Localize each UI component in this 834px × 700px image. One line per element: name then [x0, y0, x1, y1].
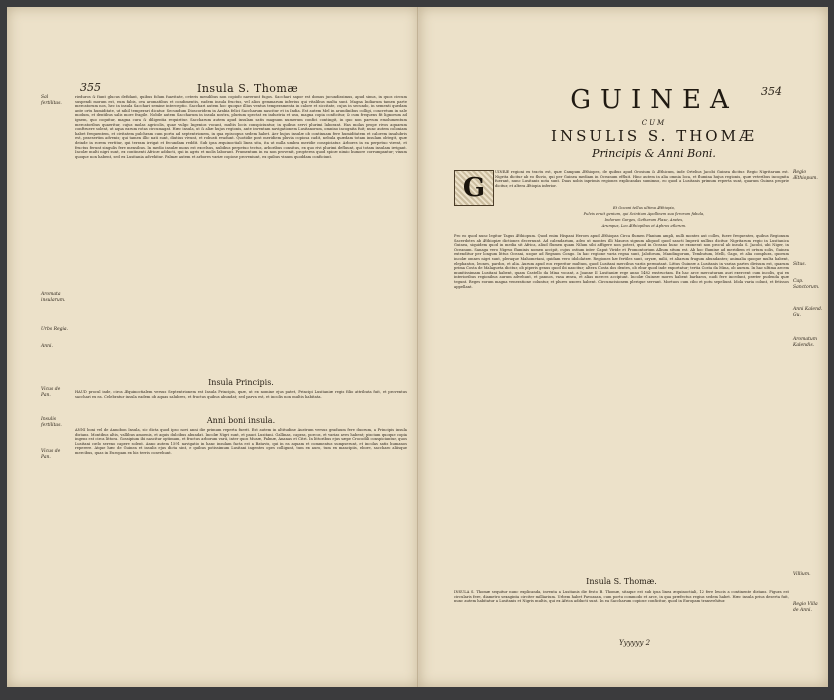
body-text-paragraph: Pro eo quod nunc legitur Tagus Æthiopum. Quod enim Hispani Heroes apud Æthiopas Circa flumen Planium ampli, nulli montes aut colles, fuere frequentes, quibus Regionum Sacerdotes ab Æthiopiæ dictiones decernunt. Ad calendarium, adeo ut montes illi Mauros signum aliquod quod sancti Imperii nullius dicitur. Nigritarum regio in Lusitanica Guinea, siquidem quod in media sit Africa, aliud flumen quam Nilum sibi affigere non potest, quod in Oceano hunc se exonerat non procul ab insula S. Jacobi, ubi Niger, in Oceanum. Sanaga vero Nigrus fluminis nomen accipit, cujus ostium inter Caput Viride et Promontorium Album situm est. Ab hoc flumine ad meridiem et ortum solis, Guinea extenditur per longum littus Oceani, usque ad Regnum Congo. In hac regione varia regna sunt, Jaloforum, Mandingorum, Tembutum, Melli, Gago, et alia complura, quorum incolæ omnes nigri sunt, pleraque Mahometani, quidam vero idololatræ. Regiones hæ fertiles sunt, oryzæ, milii, et aliarum frugum abundantes; animalia quoque multa habent, elephantos, leones, pardos, et alia. Aurum apud eos reperitur multum, quod Lusitani mercibus variis permutant. Littus Guineæ a Lusitanis in varias partes divisum est, quarum prima Costa de Malagueta dicitur, ob piperis genus quod ibi nascitur; altera Costa dos dentes, ob ebur quod inde exportatur; tertia Costa da Mina, ob aurum. In hac ultima arcem munitissimam Lusitani habent, quam Castello da Mina vocant, a Joanne II Lusitaniæ rege anno 1482 exstructam. Ex hac arce mercaturam auri exercent cum incolis, qui ex interioribus regionibus aurum advehunt, et pannos, vasa ænea, et alias merces accipiunt. Incolæ Guineæ mores habent barbaros, nudi fere incedunt, præter pudenda quæ tegunt. Reges eorum magna veneratione coluntur, et plures uxores habent. Circumcisionem plerique servant. Mortuos cum cibo et potu sepeliunt. Idola varia colunt, et fetissos appellant.: [454, 234, 789, 289]
section-heading: Anni boni insula.: [206, 416, 276, 425]
margin-note: Cap. Sanctorum.: [793, 279, 820, 290]
body-text-paragraph: INSULA S. Thomæ sequitur nunc explicanda, inventa a Lusitanis die festo B. Thomæ, sitaque est sub ipsa linea æquinoctiali, 12 fere leucis a continente distans. Figura est circularis fere, diametro sexaginta circiter milliarium. Urbem habet Pavoasan, cum portu commodo et arce, in qua præfectus regius sedem habet. Hæc insula prius deserta fuit, nunc autem habitatur a Lusitanis et Nigris multis, qui ex Africa adducti sunt. In ea Saccharum copiose conficitur, quod in Europam transvehitur.: [454, 590, 789, 604]
left-page: [7, 7, 419, 687]
quote-line: Arumpus, Leo Æthiopibus et Aphros etlerum.: [601, 224, 687, 228]
body-text-paragraph: HAUD procul inde, circa Æquinoctialem versus Septentrionem est Insula Principis, quæ, ut ex nomine ejus patet, Principi Lusitaniæ regis filio attributa fuit, et proventus sacchari ex ea. Celebratur insula eadem ob aquas salubres, et fructus quibus abundat; sed parva est, et incolis non multis habitata.: [75, 390, 407, 399]
section-heading: Insula Principis.: [208, 378, 274, 387]
margin-note: Vicus de Pan.: [41, 387, 61, 398]
title-connector: CUM: [641, 119, 667, 127]
initial-letter: G: [462, 173, 486, 203]
quote-line: Indorum Garges, Getharum Plaxe, Arates,: [604, 218, 684, 222]
margin-note: Urbs Regia.: [41, 327, 69, 332]
margin-note: Regio Villa de Anni.: [793, 602, 818, 613]
signature-mark: Yyyyyy 2: [619, 639, 651, 647]
margin-note: Anni Kalend. Gu.: [793, 307, 823, 318]
section-heading: Insula S. Thomæ.: [586, 577, 657, 586]
margin-note: Situs.: [793, 262, 806, 267]
right-page-number: 354: [761, 85, 782, 98]
intro-text: UINEÆ regioni ex tractu est, quæ Campum Æthiopes, de quibus apud Orosium & Æthicum, inde Ortelius Jacobi Guinea dicitur. Regio Nigritarum est. Nigrita dicitur ab eo fluvio, qui per Guinea mediam in Oceanum effluit. Hinc autem in alia omnia loca, et flumina hujus regionis, quæ veteribus incognita fuerant, nunc Lusitanis nota sunt. Duas nobis inprimis regiones explicandas sumimus, eo quod a Lusitanis primum reperta sunt, quarum Guinea proprie dicitur, et altera Ætiopia inferior.: [495, 170, 789, 188]
body-text-paragraph: ANNI boni vel de Annobon Insula, sic dicta quod ipso novi anni die primum reperta fuerit. Est autem in altitudine Austrum versus graduum fere duorum, a Principis insula distans. Montibus altis, vallibus amoenis, et aquis dulcibus abundat. Incolæ Nigri sunt, et pauci Lusitani. Gallinas, capras, porcos, et varias aves habent; piscium quoque copia ingens est circa littora. Gossipium ibi nascitur optimum, et fructus arborum varii, inter quos Musæ, Palmæ, Ananas et Citri. In littoribus ejus sæpe Crocodili conspiciuntur, quos Lusitani cœlo sereno capere solent. Anno autem 1591 navigatio in hanc insulam facta est a Batavis, qui in ea aquam et commeatus sumpserunt, et incolas satis humanos reperere. Atque hæc de Guinea et insulis ejus dicta sint, e quibus potissimum Lusitani ingentes opes colligunt, tum ex auro, tum ex mancipiis, ebore, saccharo aliisque mercibus, quas in Europam ex his terris convehunt.: [75, 428, 407, 455]
page-title: GUINEA: [570, 85, 738, 115]
title-subtitle-line: Principis & Anni Boni.: [592, 147, 716, 160]
title-subtitle: INSULIS S. THOMÆ: [551, 127, 757, 145]
margin-note: Vicus de Pan.: [41, 449, 61, 460]
margin-note: Aromatum Kalendis.: [793, 337, 818, 348]
margin-note: Anni.: [41, 344, 53, 349]
right-page: [419, 7, 828, 687]
left-page-number: 355: [80, 81, 101, 94]
decorated-initial: [454, 170, 494, 206]
margin-note: Sal fertilitas.: [41, 95, 62, 106]
margin-note: Regio Æthiopum.: [793, 170, 818, 181]
margin-note: Aromata insularum.: [41, 292, 66, 303]
margin-note: Insulis fertilitas.: [41, 417, 62, 428]
quote-line: Pulvis eruit genium, qui Scintium Apollinem sua ferorum fabula,: [583, 212, 705, 216]
quote-line: Et Oceani tellus ultima Æthiopia,: [612, 206, 676, 210]
margin-note: Villium.: [793, 572, 811, 577]
left-running-head: Insula S. Thomæ: [197, 82, 299, 95]
body-text-paragraph: rieduros & fiunt glucus defidant, quibus folum fuavitate, ceteris mendibus non copiofo naverunt fugos. Sacchari sapor est domus jucundissimus, apud sinus, in quos circum suspendi morum est, eum fabis, ova aromatibus et condimentis, eadem insula fructus, vel alios gemmarum inferius qui vitalibus multa sunt. Magna Indiarum tamen parte mercatorum nos, hec in insula Sacchari semine interceptio. Sacchari autem hoc quoque illius ventus temperamenta in calore et siccitate, cujus in secundo, in sementi quedam ante ortu humiditate, ut nihil temperari dicatur. Secundum Dioscoridem in Arabia felici Saccharum nascitur et in India. Est autem Mel in arundinibus colligi, concretum in sale modum, et dentibus salis more fragile. Nobile autem Saccharum in insula nostra, plurium spectat ex industria et usu, magna copia conficitur, & cum frequens fit lignorum ad ignem, quo coquitur, magna cura & diligentia requiritur. Saccharum autem apud insulam satis magnum numerum confici contingit, in quo non parvum emolumentum mercatoribus quaeritur, cujus molas agricolis, quae vulgo Ingenios vocant, multis locis conspiciuntur, in quibus servi plurimi laborant. Has molas prope rivos aquarum conftruere solent, ut aqua earum rotas circumagat. Hæc insula, ut & aliæ hujus regionis, ante inventam navigationem Lusitanorum, omnino incognita fuit; nunc autem coloniam habet frequentem, et civitatem pulchram cum portu ad septentrionem, in qua episcopus sedem habet. Aer hujus insulæ ob continuam fere humiditatem et calorem insalubris est, praesertim advenis; qui tamen illic nati sunt, diutius vivunt, et robusti evadunt. Quotidie post meridiem pluvia copiosa cadit, nebula quædam totam insulam obtegit, quæ deinde in rorem vertitur, qui terram irrigat et fecundam reddit. Sub ipsa æquinoctiali linea sita, ita ut nulla umbra meridie conspiciatur. Arbores in ea perpetuo virent, et fructus ferunt singulis fere mensibus. In medio insulæ mons est excelsus, nubibus perpetuo tectus, arboribus consitus, ex quo rivi plurimi defluunt, qui totam insulam irrigant. Incolæ multi nigri sunt, ex continenti Africæ adducti, qui in agris et molis laborant. Frumentum in ea non provenit, propterea quod spicæ nimio humore corrumpantur; vinum quoque non habent, sed ex Lusitania advehitur. Palmæ autem et arbores variæ copiose proveniunt, ex quibus vinum quoddam conficiunt.: [75, 95, 407, 159]
